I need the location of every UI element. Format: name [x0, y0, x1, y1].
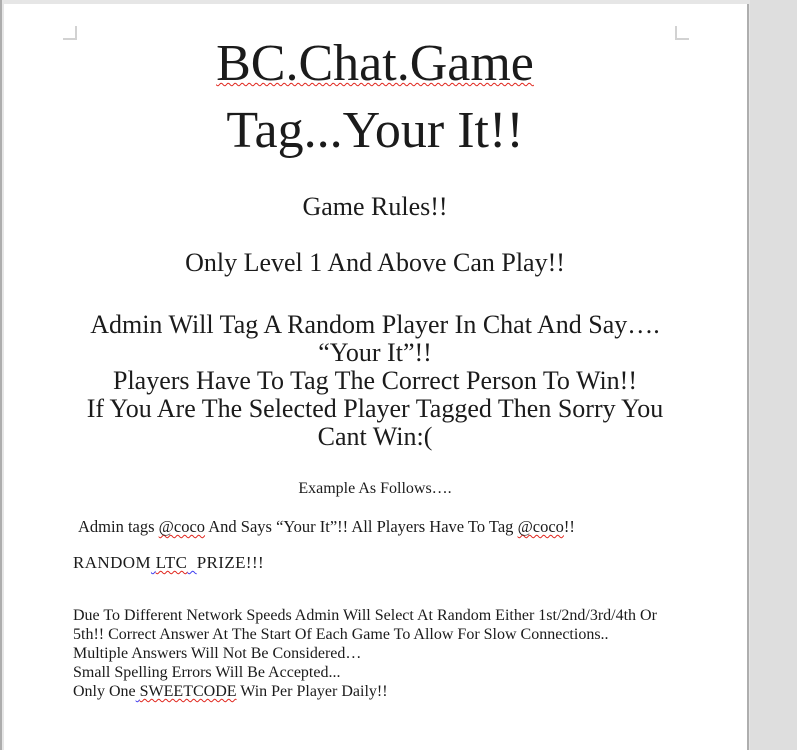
notes-line-4[interactable]: Small Spelling Errors Will Be Accepted...: [73, 664, 341, 681]
notes-paragraph[interactable]: [73, 606, 677, 701]
rules-line-5[interactable]: Cant Win:(: [317, 422, 433, 451]
notes-line-3[interactable]: Multiple Answers Will Not Be Considered…: [73, 645, 362, 662]
notes-line-5[interactable]: Only One SWEETCODE Win Per Player Daily!!: [73, 683, 388, 700]
level-requirement-line[interactable]: Only Level 1 And Above Can Play!!: [185, 248, 565, 277]
prize-line[interactable]: RANDOM LTC PRIZE!!!: [73, 553, 265, 572]
example-heading[interactable]: Example As Follows….: [298, 480, 452, 497]
title-line-2[interactable]: Tag...Your It!!: [226, 102, 524, 159]
example-line[interactable]: Admin tags @coco And Says “Your It”!! All Players Have To Tag @coco!!: [78, 517, 575, 536]
document-title[interactable]: [73, 30, 677, 164]
title-line-1[interactable]: BC.Chat.Game: [216, 35, 534, 92]
notes-line-1[interactable]: Due To Different Network Speeds Admin Will Select At Random Either 1st/2nd/3rd/4th Or: [73, 607, 657, 624]
window-left-edge: [0, 0, 2, 750]
rules-line-4[interactable]: If You Are The Selected Player Tagged Then Sorry You: [86, 394, 664, 423]
notes-line-2[interactable]: 5th!! Correct Answer At The Start Of Each Game To Allow For Slow Connections..: [73, 626, 609, 643]
rules-line-3[interactable]: Players Have To Tag The Correct Person To Win!!: [113, 366, 637, 395]
rules-line-2[interactable]: “Your It”!!: [318, 338, 432, 367]
desk-background: [750, 0, 797, 750]
rules-paragraph[interactable]: [73, 311, 677, 451]
rules-line-1[interactable]: Admin Will Tag A Random Player In Chat And Say….: [90, 310, 660, 339]
text-boundary-corner-topright-mark: [675, 26, 689, 40]
game-rules-heading[interactable]: Game Rules!!: [302, 192, 448, 221]
document-page[interactable]: [4, 4, 749, 750]
